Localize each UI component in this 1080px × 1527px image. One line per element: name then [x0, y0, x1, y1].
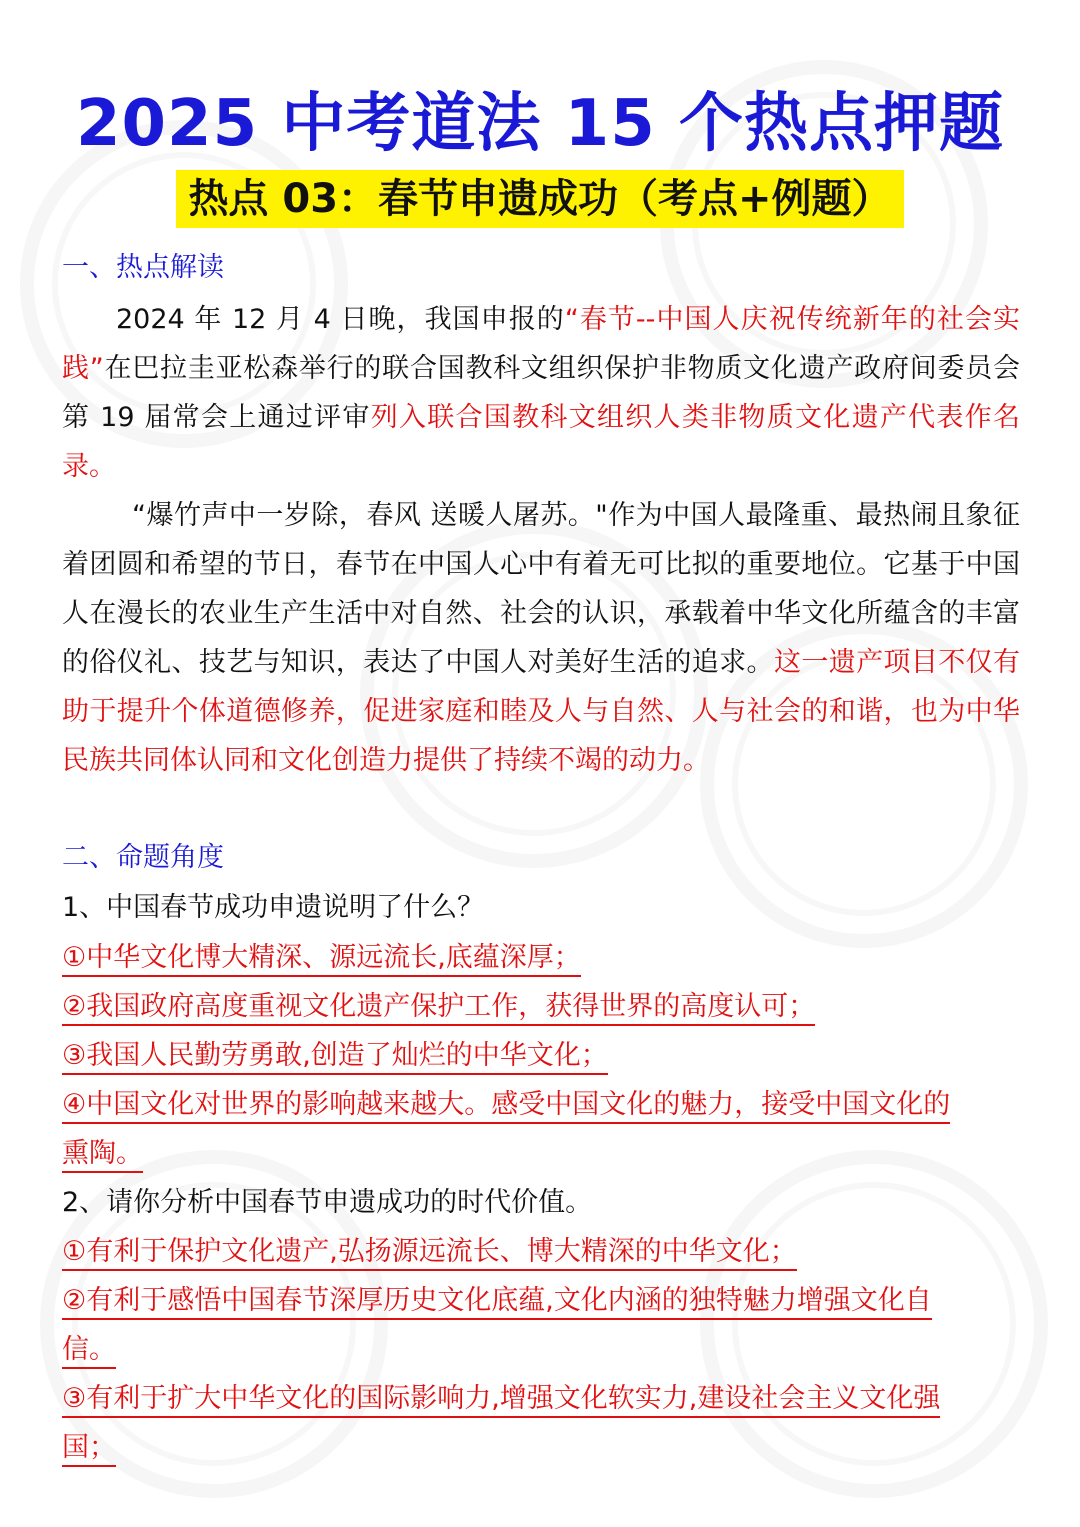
q1-answer-4: ④中国文化对世界的影响越来越大。感受中国文化的魅力，接受中国文化的	[62, 1085, 1022, 1125]
q2-answer-3-cont: 国；	[62, 1428, 1022, 1468]
q1-answer-3: ③我国人民勤劳勇敢,创造了灿烂的中华文化；	[62, 1036, 1022, 1076]
q2-answer-1: ①有利于保护文化遗产,弘扬源远流长、博大精深的中华文化；	[62, 1232, 1022, 1272]
page-subtitle: 热点 03：春节申遗成功（考点+例题）	[176, 170, 903, 228]
para1-text: 2024 年 12 月 4 日晚，我国申报的	[116, 304, 565, 335]
q1-answer-1: ①中华文化博大精深、源远流长,底蕴深厚；	[62, 938, 1022, 978]
q1-answer-4-cont: 熏陶。	[62, 1134, 1022, 1174]
para2-highlight: 这一遗产项目不仅有助于提升个体道德修养，促进家庭和睦及人与自然、人与社会的和谐，也为中华民族共同体认同和文化创造力提供了持续不竭的动力。	[62, 647, 1021, 776]
para1-highlight-2: 列入联合国教科文组织人类非物质文化遗产代表作名录。	[62, 402, 1020, 482]
para1-highlight: “春节--中国人庆祝传统新年的社会实践”	[62, 304, 1020, 384]
question-1: 1、中国春节成功申遗说明了什么？	[62, 892, 485, 923]
page-title: 2025 中考道法 15 个热点押题	[75, 87, 1005, 161]
question-2: 2、请你分析中国春节申遗成功的时代价值。	[62, 1187, 593, 1218]
section-heading-angles: 二、命题角度	[62, 842, 224, 873]
q2-answer-2: ②有利于感悟中国春节深厚历史文化底蕴,文化内涵的独特魅力增强文化自	[62, 1281, 1022, 1321]
section-heading-interpretation: 一、热点解读	[62, 252, 224, 283]
q2-answer-3: ③有利于扩大中华文化的国际影响力,增强文化软实力,建设社会主义文化强	[62, 1379, 1022, 1419]
interpretation-paragraph-2	[62, 491, 1020, 785]
para1-text-2: 在巴拉圭亚松森举行的联合国教科文组织保护非物质文化遗产政府间委员会第 19 届常会上通过评审	[62, 353, 1020, 433]
q2-answer-2-cont: 信。	[62, 1330, 1022, 1370]
q1-answer-2: ②我国政府高度重视文化遗产保护工作，获得世界的高度认可；	[62, 987, 1022, 1027]
interpretation-paragraph-1	[62, 295, 1020, 491]
para2-text: “爆竹声中一岁除，春风 送暖人屠苏。"作为中国人最隆重、最热闹且象征着团圆和希望的节日，春节在中国人心中有着无可比拟的重要地位。它基于中国人在漫长的农业生产生活中对自然、社会的认识，承载着中华文化所蕴含的丰富的俗仪礼、技艺与知识，表达了中国人对美好生活的追求。	[62, 500, 1020, 678]
